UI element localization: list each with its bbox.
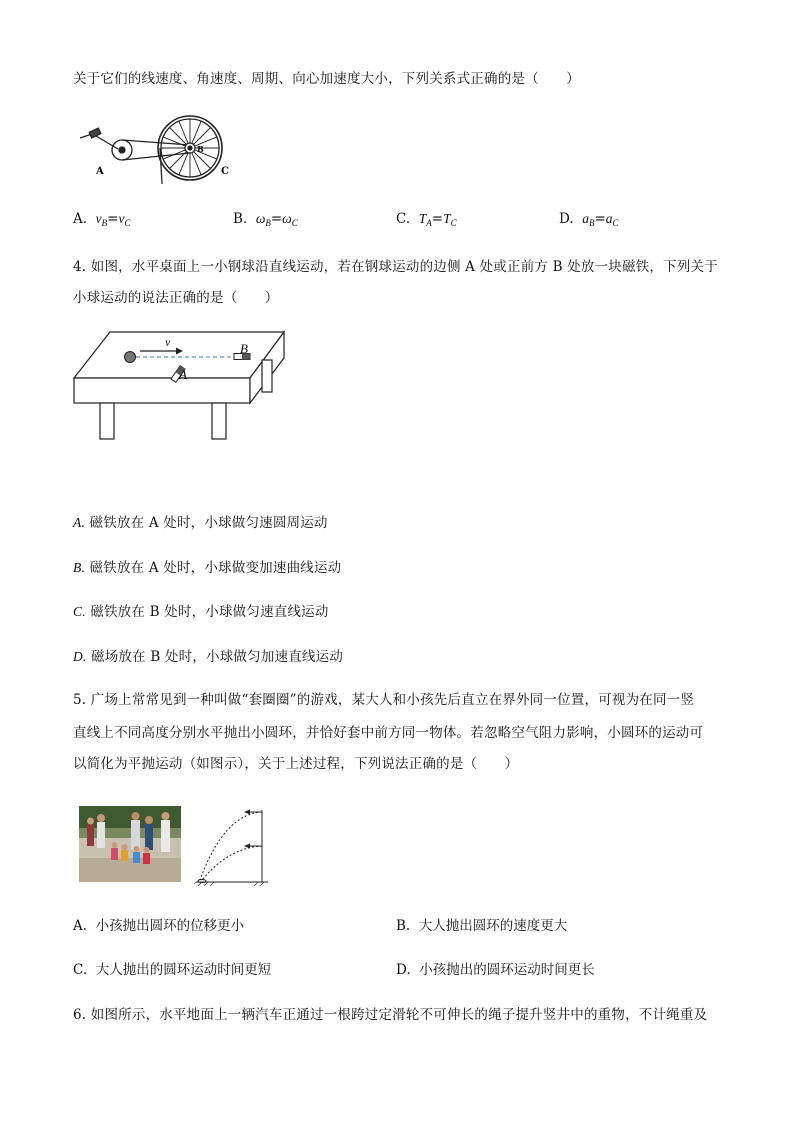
q5-option-b[interactable]: B. 大人抛出圆环的速度更大 bbox=[396, 918, 568, 934]
q5-stem-line1: 5. 广场上常常见到一种叫做“套圈圈”的游戏，某大人和小孩先后直立在界外同一位置，可视为在同一竖 bbox=[73, 692, 695, 708]
table-magnet-figure bbox=[72, 330, 288, 442]
q3-stem: 关于它们的线速度、角速度、周期、向心加速度大小，下列关系式正确的是（ ） bbox=[73, 71, 580, 87]
q4-fig-label-b: B bbox=[240, 341, 248, 356]
q4-stem-line1: 4. 如图，水平桌面上一小钢球沿直线运动，若在钢球运动的边侧 A 处或正前方 B 处放一块磁铁，下列关于 bbox=[73, 259, 718, 275]
q3-fig-label-c: C bbox=[221, 166, 229, 177]
q4-fig-label-v: v bbox=[165, 335, 171, 349]
q4-fig-label-a: A bbox=[179, 367, 187, 382]
ring-toss-photo bbox=[79, 806, 181, 882]
q3-option-c[interactable]: C. $T_A=T_C$ bbox=[396, 211, 457, 228]
q3-fig-label-b: B bbox=[197, 144, 204, 154]
q5-option-d[interactable]: D. 小孩抛出的圆环运动时间更长 bbox=[396, 962, 595, 978]
projectile-trajectory-diagram bbox=[194, 806, 270, 886]
q4-option-b[interactable]: B. 磁铁放在 A 处时，小球做变加速曲线运动 bbox=[73, 560, 342, 576]
q5-option-c[interactable]: C. 大人抛出的圆环运动时间更短 bbox=[73, 962, 272, 978]
q4-option-c[interactable]: C. 磁铁放在 B 处时，小球做匀速直线运动 bbox=[73, 604, 329, 620]
q5-stem-line3: 以简化为平抛运动（如图示），关于上述过程，下列说法正确的是（ ） bbox=[73, 756, 519, 772]
q5-stem-line2: 直线上不同高度分别水平抛出小圆环，并恰好套中前方同一物体。若忽略空气阻力影响，小圆环的运动可 bbox=[73, 725, 704, 741]
q3-fig-label-a: A bbox=[96, 166, 104, 177]
q4-option-a[interactable]: A. 磁铁放在 A 处时，小球做匀速圆周运动 bbox=[73, 515, 328, 531]
q4-stem-line2: 小球运动的说法正确的是（ ） bbox=[73, 290, 279, 306]
q4-option-d[interactable]: D. 磁场放在 B 处时，小球做匀加速直线运动 bbox=[73, 649, 344, 665]
q3-option-d[interactable]: D. $a_B=a_C$ bbox=[559, 211, 619, 228]
q6-stem-line1: 6. 如图所示，水平地面上一辆汽车正通过一根跨过定滑轮不可伸长的绳子提升竖井中的重物，不计绳重及 bbox=[73, 1007, 708, 1023]
q3-option-b[interactable]: B. $\omega_B=\omega_C$ bbox=[233, 211, 298, 228]
q3-option-a[interactable]: A. $v_B=v_C$ bbox=[73, 211, 131, 228]
q5-option-a[interactable]: A. 小孩抛出圆环的位移更小 bbox=[73, 918, 245, 934]
